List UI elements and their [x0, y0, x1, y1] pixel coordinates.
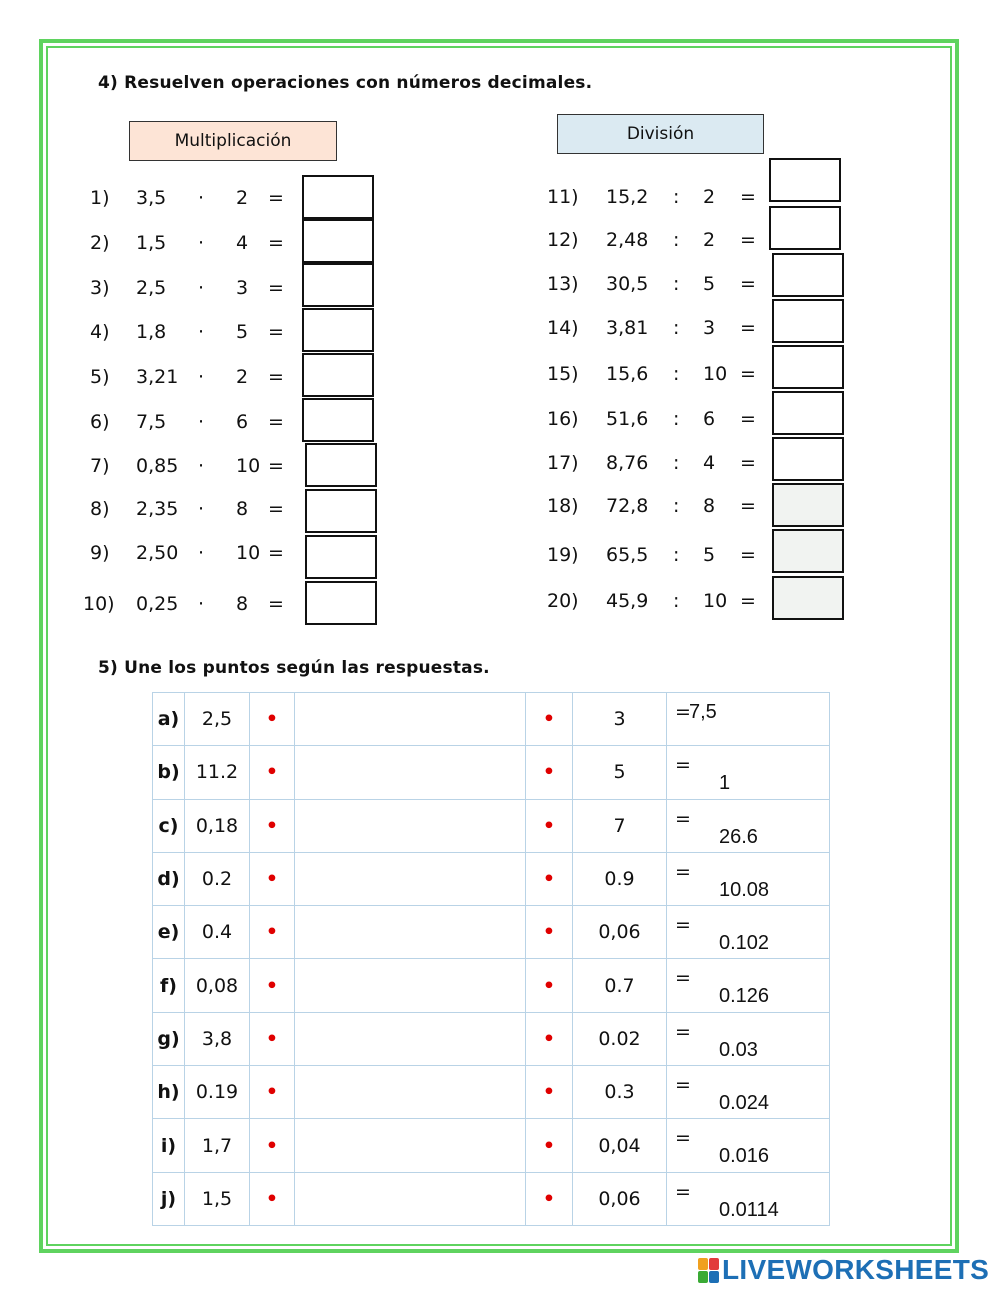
- multiplications-10-number: 10): [83, 593, 115, 615]
- multiplications-4-operator: ·: [198, 321, 205, 343]
- right-value: 7: [573, 799, 667, 852]
- left-value: 11.2: [185, 746, 250, 799]
- result-cell: [667, 746, 830, 799]
- divisions-1-operand-a: 15,2: [606, 186, 649, 208]
- divisions-3-operand-a: 30,5: [606, 273, 649, 295]
- multiplications-5-operand-b: 2: [236, 366, 249, 388]
- connect-space: [295, 1012, 526, 1065]
- match-row: [153, 1172, 830, 1225]
- divisions-2-operand-b: 2: [703, 229, 716, 251]
- equals-sign: =: [675, 807, 691, 830]
- divisions-10-operand-a: 45,9: [606, 590, 649, 612]
- divisions-answer-box-5[interactable]: [772, 345, 844, 389]
- divisions-9-operand-b: 5: [703, 544, 716, 566]
- left-value: 0.2: [185, 852, 250, 905]
- divisions-4-number: 14): [547, 317, 579, 339]
- multiplications-10-operand-a: 0,25: [136, 593, 179, 615]
- left-dot[interactable]: •: [250, 906, 295, 959]
- divisions-5-equals: =: [740, 363, 756, 385]
- divisions-3-operand-b: 5: [703, 273, 716, 295]
- left-dot[interactable]: •: [250, 746, 295, 799]
- multiplications-4-equals: =: [268, 321, 284, 343]
- multiplications-6-operator: ·: [198, 411, 205, 433]
- right-value: 0.7: [573, 959, 667, 1012]
- right-dot[interactable]: •: [526, 693, 573, 746]
- left-value: 0,18: [185, 799, 250, 852]
- divisions-9-operator: :: [673, 544, 680, 566]
- multiplications-6-operand-a: 7,5: [136, 411, 167, 433]
- match-row: [153, 1066, 830, 1119]
- matching-table: [152, 692, 830, 1226]
- multiplications-6-operand-b: 6: [236, 411, 249, 433]
- divisions-5-number: 15): [547, 363, 579, 385]
- divisions-7-operator: :: [673, 452, 680, 474]
- row-label: f): [153, 959, 185, 1012]
- multiplications-1-operand-b: 2: [236, 187, 249, 209]
- multiplications-5-operator: ·: [198, 366, 205, 388]
- section5-title: 5) Une los puntos según las respuestas.: [98, 658, 490, 678]
- result-cell: [667, 852, 830, 905]
- multiplications-answer-box-6[interactable]: [302, 398, 374, 442]
- connect-space: [295, 906, 526, 959]
- divisions-10-operand-b: 10: [703, 590, 728, 612]
- match-row: [153, 1012, 830, 1065]
- connect-space: [295, 746, 526, 799]
- multiplications-7-operand-a: 0,85: [136, 455, 179, 477]
- multiplications-5-number: 5): [90, 366, 110, 388]
- connect-space: [295, 852, 526, 905]
- equals-sign: =: [675, 967, 691, 990]
- divisions-7-operand-b: 4: [703, 452, 716, 474]
- multiplications-9-operand-a: 2,50: [136, 542, 179, 564]
- answer-value[interactable]: 0.102: [719, 932, 770, 955]
- divisions-6-number: 16): [547, 408, 579, 430]
- multiplications-4-operand-a: 1,8: [136, 321, 167, 343]
- divisions-1-equals: =: [740, 186, 756, 208]
- row-label: g): [153, 1012, 185, 1065]
- right-dot[interactable]: •: [526, 1066, 573, 1119]
- row-label: h): [153, 1066, 185, 1119]
- right-dot[interactable]: •: [526, 799, 573, 852]
- left-value: 1,5: [185, 1172, 250, 1225]
- result-cell: [667, 1119, 830, 1172]
- divisions-answer-box-3[interactable]: [772, 253, 844, 297]
- row-label: c): [153, 799, 185, 852]
- multiplications-6-equals: =: [268, 411, 284, 433]
- multiplications-8-operand-a: 2,35: [136, 498, 179, 520]
- divisions-2-equals: =: [740, 229, 756, 251]
- right-dot[interactable]: •: [526, 906, 573, 959]
- match-row: [153, 959, 830, 1012]
- multiplications-8-equals: =: [268, 498, 284, 520]
- multiplications-answer-box-10[interactable]: [305, 581, 377, 625]
- multiplications-answer-box-4[interactable]: [302, 308, 374, 352]
- multiplications-8-number: 8): [90, 498, 110, 520]
- divisions-5-operand-b: 10: [703, 363, 728, 385]
- right-dot[interactable]: •: [526, 959, 573, 1012]
- match-row: [153, 1119, 830, 1172]
- multiplications-8-operand-b: 8: [236, 498, 249, 520]
- divisions-3-equals: =: [740, 273, 756, 295]
- left-value: 0,08: [185, 959, 250, 1012]
- connect-space: [295, 959, 526, 1012]
- divisions-3-number: 13): [547, 273, 579, 295]
- result-cell: [667, 906, 830, 959]
- divisions-1-number: 11): [547, 186, 579, 208]
- multiplications-3-equals: =: [268, 277, 284, 299]
- divisions-4-operand-a: 3,81: [606, 317, 649, 339]
- multiplications-3-operator: ·: [198, 277, 205, 299]
- multiplications-4-number: 4): [90, 321, 110, 343]
- match-row: [153, 799, 830, 852]
- left-dot[interactable]: •: [250, 959, 295, 1012]
- divisions-4-operator: :: [673, 317, 680, 339]
- multiplications-2-equals: =: [268, 232, 284, 254]
- divisions-1-operand-b: 2: [703, 186, 716, 208]
- divisions-answer-box-6[interactable]: [772, 391, 844, 435]
- right-dot[interactable]: •: [526, 852, 573, 905]
- right-value: 0,06: [573, 906, 667, 959]
- right-value: 0,06: [573, 1172, 667, 1225]
- answer-value[interactable]: 26.6: [719, 825, 758, 848]
- divisions-7-number: 17): [547, 452, 579, 474]
- divisions-answer-box-4[interactable]: [772, 299, 844, 343]
- multiplications-9-operator: ·: [198, 542, 205, 564]
- divisions-5-operator: :: [673, 363, 680, 385]
- multiplications-8-operator: ·: [198, 498, 205, 520]
- multiplications-answer-box-1[interactable]: [302, 175, 374, 219]
- right-value: 5: [573, 746, 667, 799]
- divisions-8-equals: =: [740, 495, 756, 517]
- divisions-2-operand-a: 2,48: [606, 229, 649, 251]
- connect-space: [295, 799, 526, 852]
- divisions-2-number: 12): [547, 229, 579, 251]
- multiplications-answer-box-2[interactable]: [302, 219, 374, 263]
- left-value: 2,5: [185, 693, 250, 746]
- divisions-10-operator: :: [673, 590, 680, 612]
- divisions-7-equals: =: [740, 452, 756, 474]
- answer-value[interactable]: 7,5: [689, 701, 717, 723]
- multiplications-3-operand-a: 2,5: [136, 277, 167, 299]
- section4-title: 4) Resuelven operaciones con números decimales.: [98, 73, 593, 93]
- multiplications-answer-box-7[interactable]: [305, 443, 377, 487]
- connect-space: [295, 1066, 526, 1119]
- answer-value[interactable]: 0.03: [719, 1038, 758, 1061]
- divisions-9-operand-a: 65,5: [606, 544, 649, 566]
- multiplications-5-equals: =: [268, 366, 284, 388]
- logo-text: LIVEWORKSHEETS: [722, 1254, 990, 1285]
- multiplications-2-operator: ·: [198, 232, 205, 254]
- divisions-8-operand-a: 72,8: [606, 495, 649, 517]
- divisions-answer-box-9[interactable]: [772, 529, 844, 573]
- multiplications-3-operand-b: 3: [236, 277, 249, 299]
- multiplications-1-operand-a: 3,5: [136, 187, 167, 209]
- multiplications-1-equals: =: [268, 187, 284, 209]
- result-cell: [667, 959, 830, 1012]
- multiplications-9-equals: =: [268, 542, 284, 564]
- equals-sign: =: [675, 1180, 691, 1203]
- divisions-6-operand-b: 6: [703, 408, 716, 430]
- right-dot[interactable]: •: [526, 1172, 573, 1225]
- divisions-answer-box-1[interactable]: [769, 158, 841, 202]
- divisions-4-equals: =: [740, 317, 756, 339]
- divisions-6-equals: =: [740, 408, 756, 430]
- left-dot[interactable]: •: [250, 1012, 295, 1065]
- answer-value[interactable]: 0.126: [719, 985, 770, 1008]
- right-value: 0.9: [573, 852, 667, 905]
- multiplications-10-operator: ·: [198, 593, 205, 615]
- left-value: 3,8: [185, 1012, 250, 1065]
- match-row: [153, 906, 830, 959]
- divisions-1-operator: :: [673, 186, 680, 208]
- division-header: División: [557, 114, 764, 154]
- answer-value[interactable]: 1: [719, 772, 731, 795]
- left-value: 1,7: [185, 1119, 250, 1172]
- liveworksheets-logo: [698, 1254, 989, 1286]
- multiplication-header: Multiplicación: [129, 121, 337, 161]
- divisions-7-operand-a: 8,76: [606, 452, 649, 474]
- match-row: [153, 746, 830, 799]
- divisions-4-operand-b: 3: [703, 317, 716, 339]
- answer-value[interactable]: 0.024: [719, 1092, 770, 1115]
- right-dot[interactable]: •: [526, 1119, 573, 1172]
- multiplications-answer-box-5[interactable]: [302, 353, 374, 397]
- row-label: e): [153, 906, 185, 959]
- right-value: 0,04: [573, 1119, 667, 1172]
- right-dot[interactable]: •: [526, 1012, 573, 1065]
- divisions-10-equals: =: [740, 590, 756, 612]
- multiplications-3-number: 3): [90, 277, 110, 299]
- equals-sign: =: [675, 701, 691, 723]
- multiplications-1-number: 1): [90, 187, 110, 209]
- multiplications-7-number: 7): [90, 455, 110, 477]
- equals-sign: =: [675, 1020, 691, 1043]
- multiplications-answer-box-9[interactable]: [305, 535, 377, 579]
- left-value: 0.19: [185, 1066, 250, 1119]
- left-dot[interactable]: •: [250, 1119, 295, 1172]
- row-label: j): [153, 1172, 185, 1225]
- left-dot[interactable]: •: [250, 799, 295, 852]
- divisions-5-operand-a: 15,6: [606, 363, 649, 385]
- divisions-8-number: 18): [547, 495, 579, 517]
- multiplications-4-operand-b: 5: [236, 321, 249, 343]
- left-dot[interactable]: •: [250, 1172, 295, 1225]
- result-cell: [667, 799, 830, 852]
- equals-sign: =: [675, 860, 691, 883]
- result-cell: [667, 1066, 830, 1119]
- divisions-6-operand-a: 51,6: [606, 408, 649, 430]
- row-label: d): [153, 852, 185, 905]
- row-label: i): [153, 1119, 185, 1172]
- equals-sign: =: [675, 754, 691, 777]
- divisions-answer-box-2[interactable]: [769, 206, 841, 250]
- result-cell: [667, 1012, 830, 1065]
- connect-space: [295, 1119, 526, 1172]
- multiplications-10-operand-b: 8: [236, 593, 249, 615]
- divisions-9-number: 19): [547, 544, 579, 566]
- answer-value[interactable]: 0.016: [719, 1145, 770, 1168]
- result-cell: [667, 1172, 830, 1225]
- answer-value[interactable]: 10.08: [719, 878, 770, 901]
- multiplications-2-number: 2): [90, 232, 110, 254]
- left-dot[interactable]: •: [250, 693, 295, 746]
- multiplications-10-equals: =: [268, 593, 284, 615]
- left-dot[interactable]: •: [250, 1066, 295, 1119]
- equals-sign: =: [675, 1074, 691, 1097]
- divisions-answer-box-8[interactable]: [772, 483, 844, 527]
- right-value: 0.02: [573, 1012, 667, 1065]
- equals-sign: =: [675, 1127, 691, 1150]
- multiplications-6-number: 6): [90, 411, 110, 433]
- row-label: a): [153, 693, 185, 746]
- multiplications-7-operand-b: 10: [236, 455, 261, 477]
- match-row: [153, 693, 830, 746]
- multiplications-2-operand-b: 4: [236, 232, 249, 254]
- left-value: 0.4: [185, 906, 250, 959]
- divisions-8-operator: :: [673, 495, 680, 517]
- divisions-8-operand-b: 8: [703, 495, 716, 517]
- equals-sign: =: [675, 914, 691, 937]
- result-cell: [667, 693, 830, 746]
- divisions-3-operator: :: [673, 273, 680, 295]
- answer-value[interactable]: 0.0114: [719, 1198, 779, 1221]
- divisions-6-operator: :: [673, 408, 680, 430]
- right-value: 0.3: [573, 1066, 667, 1119]
- multiplications-5-operand-a: 3,21: [136, 366, 179, 388]
- logo-mark-icon: [698, 1258, 718, 1282]
- divisions-answer-box-7[interactable]: [772, 437, 844, 481]
- connect-space: [295, 693, 526, 746]
- right-dot[interactable]: •: [526, 746, 573, 799]
- row-label: b): [153, 746, 185, 799]
- divisions-9-equals: =: [740, 544, 756, 566]
- right-value: 3: [573, 693, 667, 746]
- divisions-2-operator: :: [673, 229, 680, 251]
- divisions-answer-box-10[interactable]: [772, 576, 844, 620]
- multiplications-9-operand-b: 10: [236, 542, 261, 564]
- multiplications-2-operand-a: 1,5: [136, 232, 167, 254]
- multiplications-7-equals: =: [268, 455, 284, 477]
- match-row: [153, 852, 830, 905]
- multiplications-9-number: 9): [90, 542, 110, 564]
- left-dot[interactable]: •: [250, 852, 295, 905]
- multiplications-7-operator: ·: [198, 455, 205, 477]
- multiplications-1-operator: ·: [198, 187, 205, 209]
- multiplications-answer-box-3[interactable]: [302, 263, 374, 307]
- divisions-10-number: 20): [547, 590, 579, 612]
- connect-space: [295, 1172, 526, 1225]
- multiplications-answer-box-8[interactable]: [305, 489, 377, 533]
